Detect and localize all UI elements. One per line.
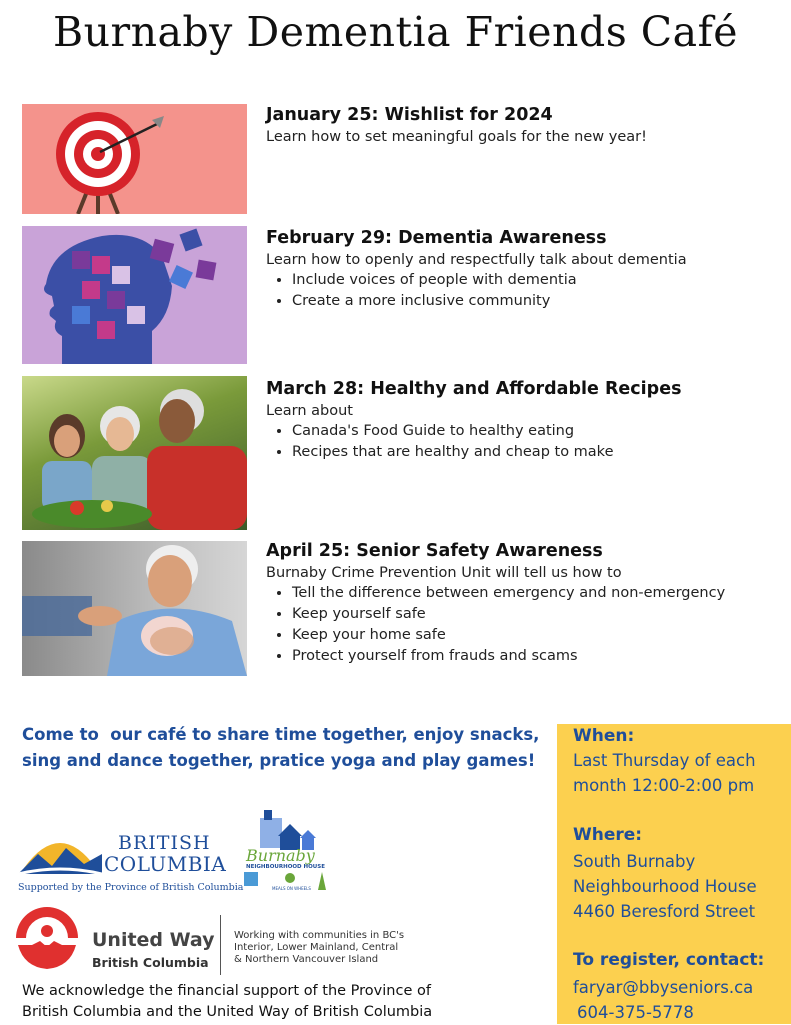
event-heading: April 25: Senior Safety Awareness xyxy=(266,541,603,561)
ack-line: British Columbia and the United Way of British Columbia xyxy=(22,1004,433,1020)
puzzle-head-image xyxy=(22,226,247,364)
bullet-item: • Recipes that are healthy and cheap to make xyxy=(292,444,786,461)
ack-line: We acknowledge the financial support of the Province of xyxy=(22,983,431,999)
bullet-item: • Keep your home safe xyxy=(292,627,786,644)
contact-email[interactable]: faryar@bbyseniors.ca xyxy=(573,978,754,997)
where-line: South Burnaby xyxy=(573,852,696,871)
event-bullets xyxy=(266,585,786,665)
seniors-eating-image xyxy=(22,376,247,530)
burnaby-neighbourhood-house-logo xyxy=(242,808,337,894)
bullet-item: • Protect yourself from frauds and scams xyxy=(292,648,786,665)
bc-caption: Supported by the Province of British Columbia xyxy=(18,882,244,893)
uw-tagline: Interior, Lower Mainland, Central xyxy=(234,942,399,953)
uw-divider xyxy=(220,915,221,975)
senior-piggy-bank-photo xyxy=(22,541,247,676)
page-title: Burnaby Dementia Friends Café xyxy=(52,8,739,56)
bc-logo xyxy=(18,824,244,896)
where-line: Neighbourhood House xyxy=(573,877,757,896)
puzzle-head-icon xyxy=(22,226,247,364)
bullet-item: • Canada's Food Guide to healthy eating xyxy=(292,423,786,440)
seniors-eating-photo xyxy=(22,376,247,530)
bullet-item: • Include voices of people with dementia xyxy=(292,272,786,289)
event-bullets xyxy=(266,272,786,310)
event-intro: Learn how to set meaningful goals for the new year! xyxy=(266,129,647,145)
uw-tagline: & Northern Vancouver Island xyxy=(234,954,379,965)
bc-name-line: COLUMBIA xyxy=(104,852,227,876)
bullet-item: • Tell the difference between emergency and non-emergency xyxy=(292,585,786,602)
united-way-hand-icon xyxy=(14,905,80,971)
event-heading: January 25: Wishlist for 2024 xyxy=(266,105,553,125)
target-icon xyxy=(22,104,247,214)
uw-region: British Columbia xyxy=(92,955,209,970)
info-panel xyxy=(557,724,791,1024)
contact-phone[interactable]: 604-375-5778 xyxy=(577,1003,694,1022)
event-april xyxy=(266,541,786,669)
event-january xyxy=(266,105,786,145)
uw-name: United Way xyxy=(92,929,215,951)
meals-on-wheels-label: MEALS ON WHEELS xyxy=(272,886,311,891)
event-march xyxy=(266,379,786,465)
when-label: When: xyxy=(573,726,635,746)
event-heading: February 29: Dementia Awareness xyxy=(266,228,607,248)
senior-piggy-bank-image xyxy=(22,541,247,676)
register-label: To register, contact: xyxy=(573,950,765,970)
event-intro: Learn how to openly and respectfully talk about dementia xyxy=(266,252,687,268)
bullet-item: • Create a more inclusive community xyxy=(292,293,786,310)
invitation-line: Come to our café to share time together, enjoy snacks, xyxy=(22,725,540,744)
when-line: Last Thursday of each xyxy=(573,751,756,770)
event-intro: Learn about xyxy=(266,403,353,419)
where-label: Where: xyxy=(573,825,643,845)
event-bullets xyxy=(266,423,786,461)
acknowledgement xyxy=(22,981,542,1023)
bc-name-line: BRITISH xyxy=(118,832,211,854)
event-intro: Burnaby Crime Prevention Unit will tell us how to xyxy=(266,565,622,581)
bc-sun-icon xyxy=(18,824,102,874)
event-heading: March 28: Healthy and Affordable Recipes xyxy=(266,379,682,399)
bnh-sub: NEIGHBOURHOOD HOUSE xyxy=(246,864,325,870)
when-line: month 12:00-2:00 pm xyxy=(573,776,755,795)
target-image xyxy=(22,104,247,214)
invitation-line: sing and dance together, pratice yoga and play games! xyxy=(22,751,536,770)
uw-tagline: Working with communities in BC's xyxy=(234,930,405,941)
united-way-logo xyxy=(14,905,434,977)
bullet-item: • Keep yourself safe xyxy=(292,606,786,623)
event-february xyxy=(266,228,786,314)
bnh-name: Burnaby xyxy=(246,846,315,865)
invitation-text xyxy=(22,722,542,774)
where-line: 4460 Beresford Street xyxy=(573,902,756,921)
